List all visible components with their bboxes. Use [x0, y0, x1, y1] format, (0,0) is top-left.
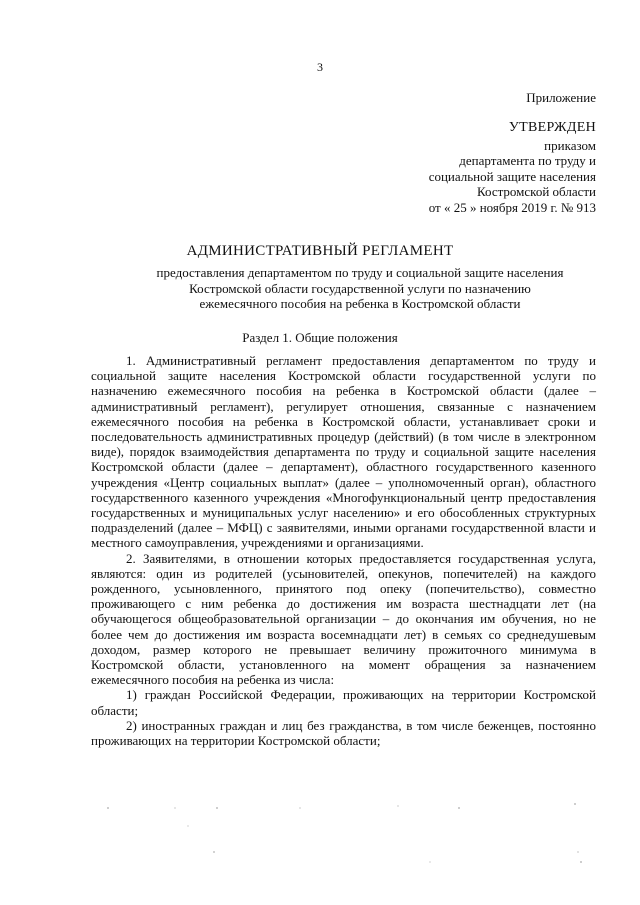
approval-line: социальной защите населения [428, 168, 596, 184]
paragraph-1: 1. Административный регламент предоставления департаментом по труду и социальной защите населения Костромской области государственной услуги по назначению ежемесячного пособия на ребенка в Костромской области (далее – административный регламент), регулирует отношения, связанные с назначением ежемесячного пособия на ребенка в Костромской области, устанавливает сроки и последовательность административных процедур (действий) (в том числе в электронном виде), порядок взаимодействия департамента по труду и социальной защите населения Костромской области (далее – департамент), областного государственного казенного учреждения «Центр социальных выплат» (далее – уполномоченный орган), областного государственного казенного учреждения «Многофункциональный центр предоставления государственных и муниципальных услуг населению» и его обособленных структурных подразделений (далее – МФЦ) с заявителями, иными органами государственной власти и местного самоуправления, учреждениями и организациями. [91, 353, 596, 551]
approval-line: приказом [544, 137, 596, 153]
document-title: АДМИНИСТРАТИВНЫЙ РЕГЛАМЕНТ [186, 243, 454, 259]
appendix-label: Приложение [526, 90, 596, 105]
approval-line: департамента по труду и [459, 153, 596, 168]
list-item-1: 1) граждан Российской Федерации, проживающих на территории Костромской области; [91, 687, 596, 718]
list-item-2: 2) иностранных граждан и лиц без гражданства, в том числе беженцев, постоянно проживающих на территории Костромской области; [91, 717, 596, 749]
approval-date-line: от « 25 » ноября 2019 г. № 913 [428, 199, 596, 215]
approval-line: Костромской области [476, 184, 596, 199]
page-number: 3 [317, 60, 323, 74]
section-heading: Раздел 1. Общие положения [242, 330, 398, 345]
paragraph-2: 2. Заявителями, в отношении которых предоставляется государственная услуга, являются: один из родителей (усыновителей, опекунов, попечителей) на каждого рожденного, усыновленного, принятого под опеку (попечительство), совместно проживающего с ним ребенка до достижения им возраста шестнадцати лет (на обучающегося общеобразовательной организации – до окончания им обучения, но не более чем до достижения им возраста восемнадцати лет) в семьях со среднедушевым доходом, размер которого не превышает величину прожиточного минимума в Костромской области, установленного на момент обращения за назначением ежемесячного пособия на ребенка из числа: [91, 550, 596, 688]
document-subtitle: предоставления департаментом по труду и социальной защите населения Костромской области государственной услуги по назначению ежемесячного пособия на ребенка в Костромской области [156, 265, 564, 311]
approval-heading: УТВЕРЖДЕН [508, 120, 596, 135]
